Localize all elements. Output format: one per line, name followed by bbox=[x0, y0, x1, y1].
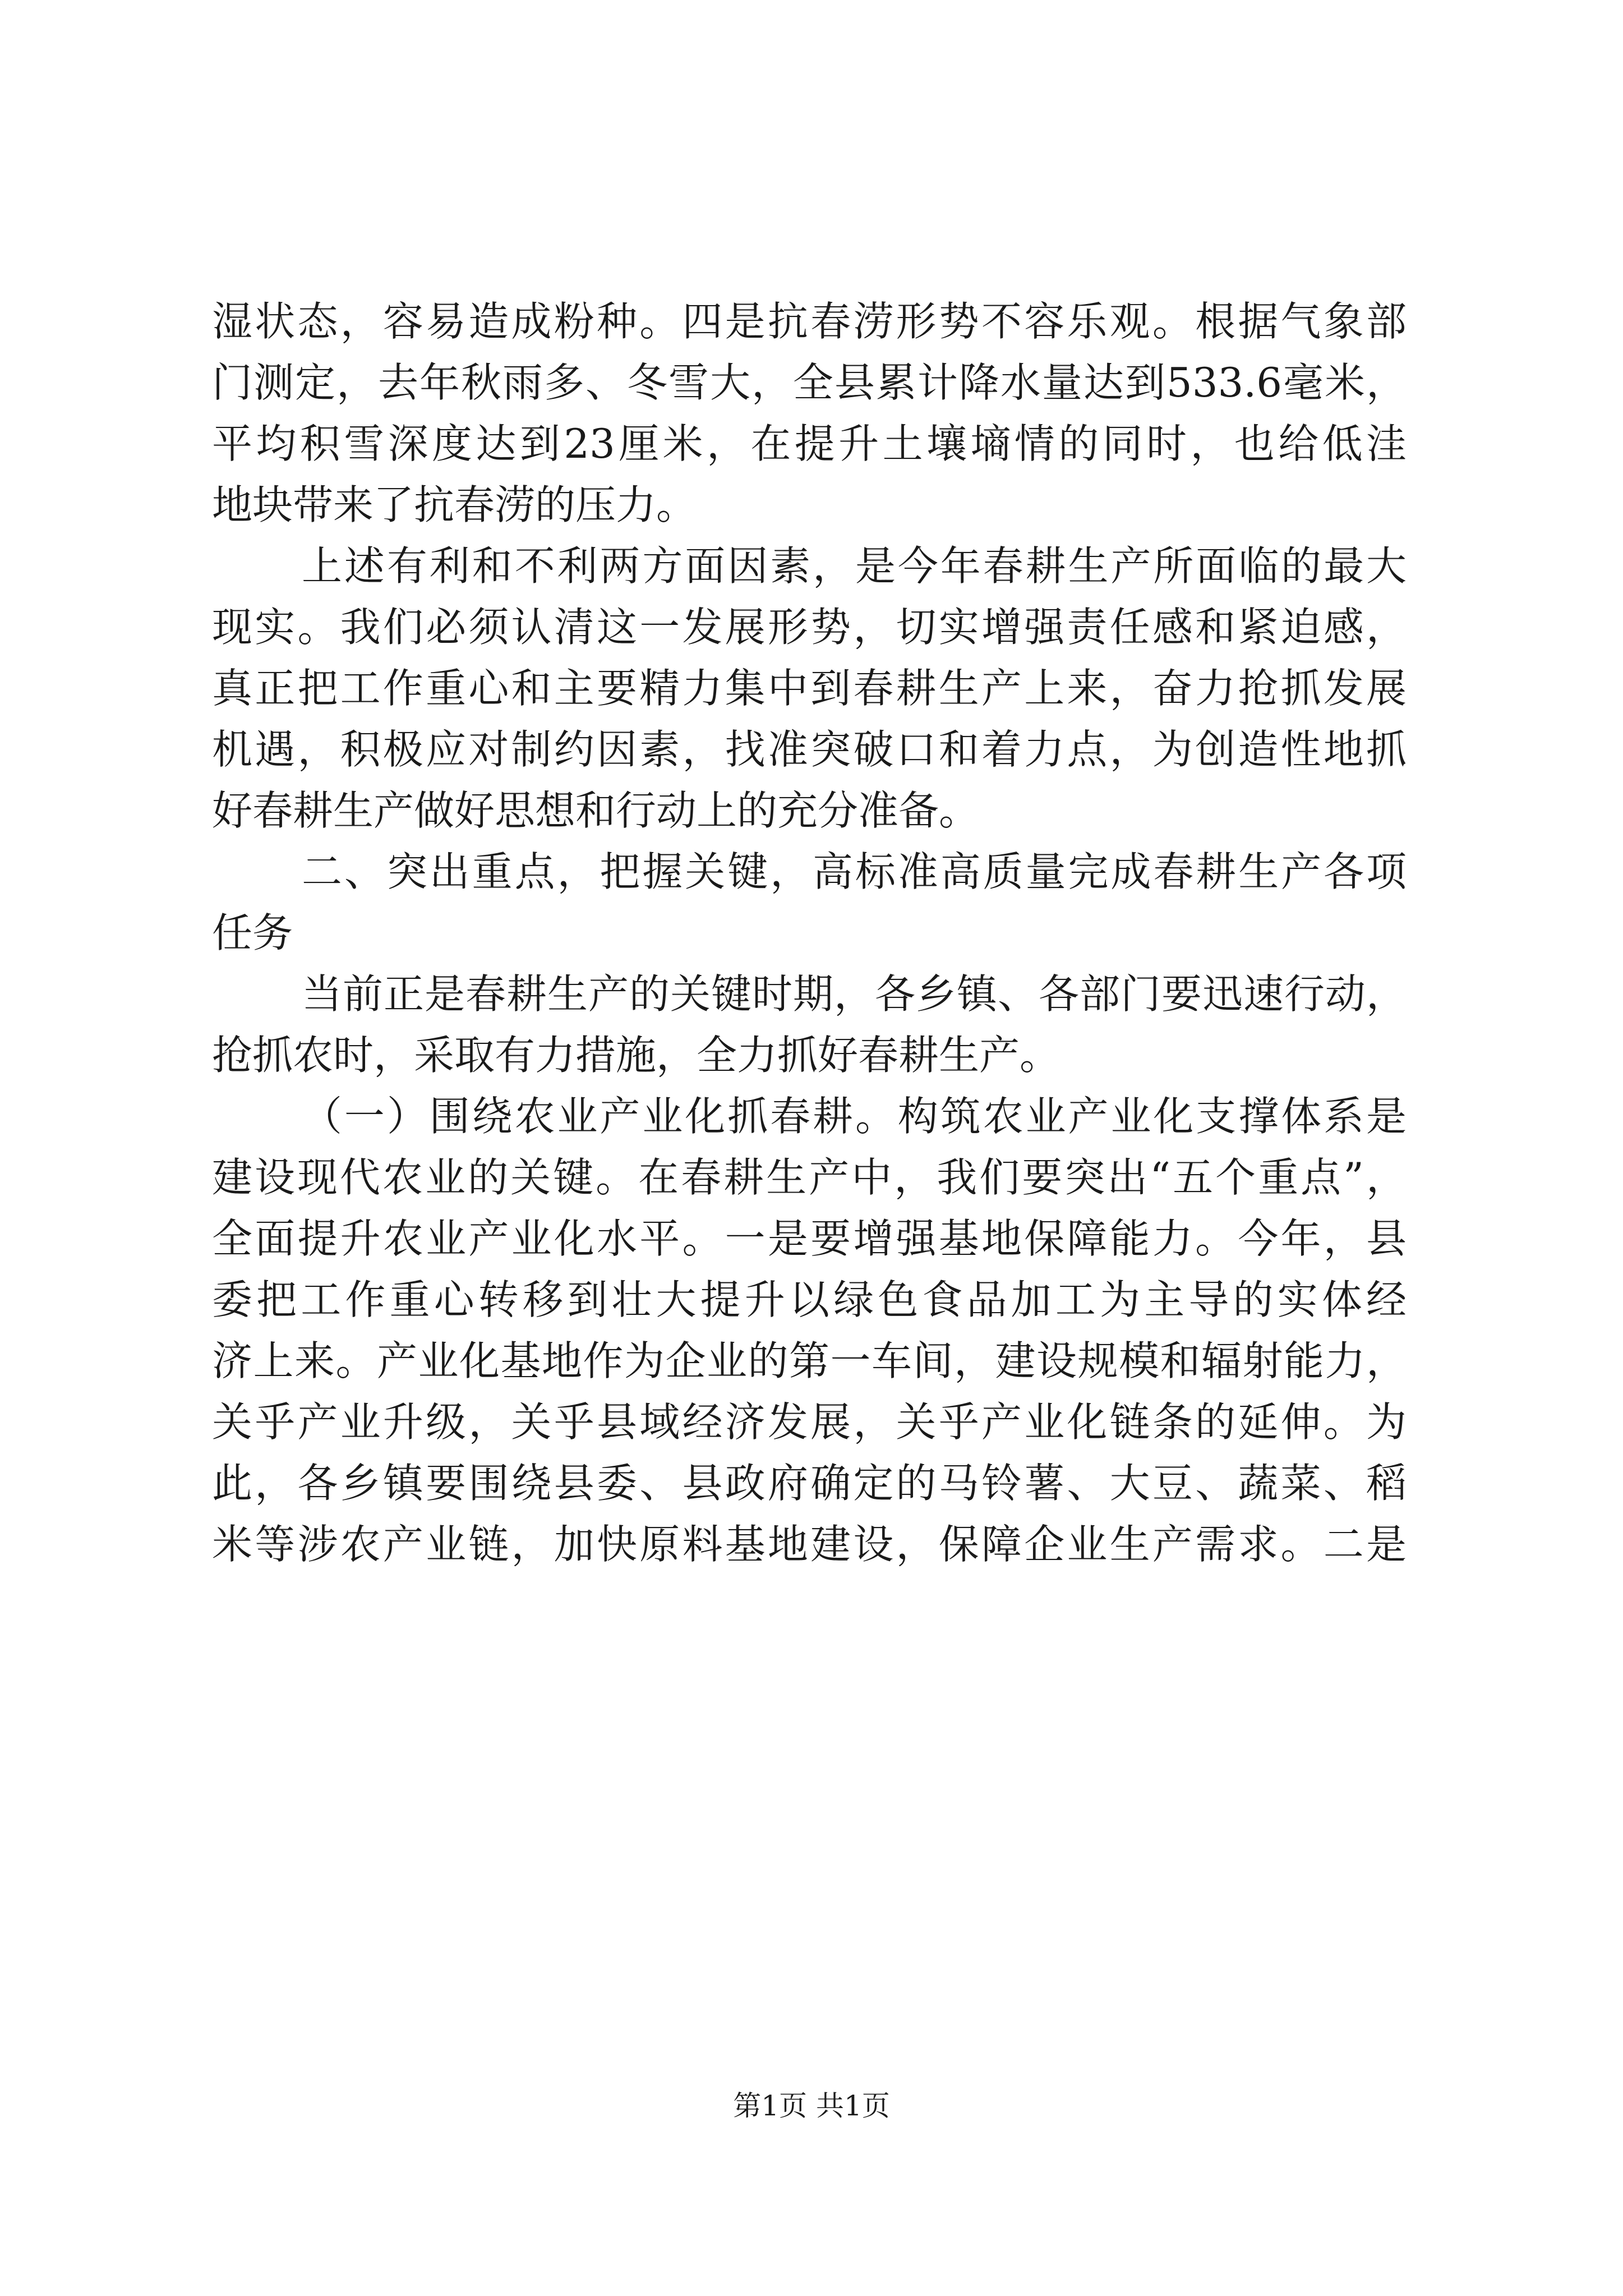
text-line: 门测定，去年秋雨多、冬雪大，全县累计降水量达到533.6毫米， bbox=[212, 359, 1407, 406]
text-line: 此，各乡镇要围绕县委、县政府确定的马铃薯、大豆、蔬菜、稻 bbox=[212, 1460, 1407, 1507]
text-line: 地块带来了抗春涝的压力。 bbox=[212, 481, 697, 528]
subsection-heading-line: （一）围绕农业产业化抓春耕。构筑农业产业化支撑体系是 bbox=[302, 1093, 1407, 1140]
text-line: 机遇，积极应对制约因素，找准突破口和着力点，为创造性地抓 bbox=[212, 726, 1407, 773]
text-line: 上述有利和不利两方面因素，是今年春耕生产所面临的最大 bbox=[302, 542, 1407, 590]
text-line: 建设现代农业的关键。在春耕生产中，我们要突出“五个重点”， bbox=[212, 1154, 1407, 1201]
text-line: 湿状态，容易造成粉种。四是抗春涝形势不容乐观。根据气象部 bbox=[212, 298, 1407, 345]
text-line: 委把工作重心转移到壮大提升以绿色食品加工为主导的实体经 bbox=[212, 1276, 1407, 1323]
document-body bbox=[212, 291, 1407, 1575]
text-line: 平均积雪深度达到23厘米，在提升土壤墒情的同时，也给低洼 bbox=[212, 420, 1407, 467]
text-line: 全面提升农业产业化水平。一是要增强基地保障能力。今年，县 bbox=[212, 1215, 1407, 1262]
section-heading-line: 二、突出重点，把握关键，高标准高质量完成春耕生产各项 bbox=[302, 848, 1407, 895]
text-line: 当前正是春耕生产的关键时期，各乡镇、各部门要迅速行动， bbox=[302, 970, 1407, 1018]
page-number-footer: 第1页 共1页 bbox=[733, 2090, 890, 2122]
section-heading-line: 任务 bbox=[212, 909, 293, 956]
text-line: 好春耕生产做好思想和行动上的充分准备。 bbox=[212, 787, 980, 834]
text-line: 现实。我们必须认清这一发展形势，切实增强责任感和紧迫感， bbox=[212, 604, 1407, 651]
text-line: 真正把工作重心和主要精力集中到春耕生产上来，奋力抢抓发展 bbox=[212, 665, 1407, 712]
text-line: 米等涉农产业链，加快原料基地建设，保障企业生产需求。二是 bbox=[212, 1521, 1407, 1568]
text-line: 关乎产业升级，关乎县域经济发展，关乎产业化链条的延伸。为 bbox=[212, 1398, 1407, 1446]
text-line: 抢抓农时，采取有力措施，全力抓好春耕生产。 bbox=[212, 1032, 1061, 1079]
text-line: 济上来。产业化基地作为企业的第一车间，建设规模和辐射能力， bbox=[212, 1337, 1407, 1384]
